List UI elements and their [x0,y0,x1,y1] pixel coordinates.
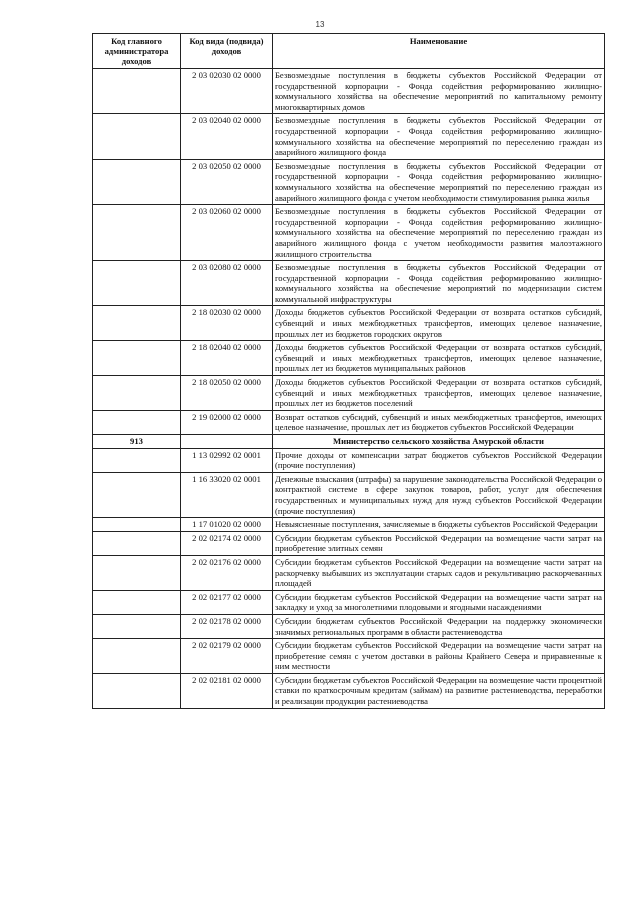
admin-code-cell [93,673,181,708]
admin-code-cell [93,114,181,159]
table-row [93,472,605,517]
admin-code-cell [93,205,181,261]
income-code-cell: 2 19 02000 02 0000 [181,410,273,434]
table-row [93,673,605,708]
table-row [93,376,605,411]
admin-code-cell [93,306,181,341]
table-row [93,159,605,204]
header-admin-code: Код главного администратора доходов [93,34,181,69]
income-name-cell: Субсидии бюджетам субъектов Российской Федерации на возмещение части затрат на раскорчевку выбывших из эксплуатации старых садов и рекультивацию раскорчеванных площадей [273,555,605,590]
income-name-cell: Субсидии бюджетам субъектов Российской Федерации на поддержку экономически значимых региональных программ в области растениеводства [273,614,605,638]
income-code-cell [181,435,273,449]
table-row [93,555,605,590]
income-name-cell: Безвозмездные поступления в бюджеты субъектов Российской Федерации от государственной корпорации - Фонда содействия реформированию жилищно-коммунального хозяйства на обеспечение мероприятий по переселению граждан из аварийного жилищного фонда [273,114,605,159]
admin-code-cell [93,69,181,114]
income-code-cell: 1 13 02992 02 0001 [181,448,273,472]
income-code-cell: 1 16 33020 02 0001 [181,472,273,517]
revenue-codes-table [92,33,605,709]
income-code-cell: 2 03 02030 02 0000 [181,69,273,114]
header-income-code: Код вида (подвида) доходов [181,34,273,69]
admin-code-cell [93,555,181,590]
income-name-cell: Невыясненные поступления, зачисляемые в бюджеты субъектов Российской Федерации [273,518,605,532]
income-name-cell: Доходы бюджетов субъектов Российской Федерации от возврата остатков субсидий, субвенций и иных межбюджетных трансфертов, имеющих целевое назначение, прошлых лет из бюджетов городских округов [273,306,605,341]
table-row [93,531,605,555]
income-name-cell: Субсидии бюджетам субъектов Российской Федерации на возмещение части затрат на приобретение элитных семян [273,531,605,555]
income-name-cell: Безвозмездные поступления в бюджеты субъектов Российской Федерации от государственной корпорации - Фонда содействия реформированию жилищно-коммунального хозяйства на обеспечение мероприятий по переселению граждан из аварийного жилищного фонда с учетом необходимости развития малоэтажного жилищного строительства [273,205,605,261]
admin-code-cell [93,376,181,411]
table-row [93,614,605,638]
income-code-cell: 2 18 02030 02 0000 [181,306,273,341]
admin-code-cell [93,614,181,638]
income-code-cell: 2 03 02060 02 0000 [181,205,273,261]
income-code-cell: 2 03 02050 02 0000 [181,159,273,204]
admin-code-cell [93,410,181,434]
income-code-cell: 2 18 02050 02 0000 [181,376,273,411]
income-code-cell: 2 02 02181 02 0000 [181,673,273,708]
table-row [93,261,605,306]
header-name: Наименование [273,34,605,69]
income-code-cell: 2 03 02040 02 0000 [181,114,273,159]
table-row [93,69,605,114]
income-name-cell: Субсидии бюджетам субъектов Российской Федерации на возмещение части затрат на закладку и уход за многолетними плодовыми и ягодными насаждениями [273,590,605,614]
admin-code-cell [93,590,181,614]
income-name-cell: Возврат остатков субсидий, субвенций и иных межбюджетных трансфертов, имеющих целевое назначение, прошлых лет из бюджетов субъектов Российской Федерации [273,410,605,434]
income-name-cell: Доходы бюджетов субъектов Российской Федерации от возврата остатков субсидий, субвенций и иных межбюджетных трансфертов, имеющих целевое назначение, прошлых лет из бюджетов муниципальных районов [273,341,605,376]
income-name-cell: Безвозмездные поступления в бюджеты субъектов Российской Федерации от государственной корпорации - Фонда содействия реформированию жилищно-коммунального хозяйства на обеспечение мероприятий по капитальному ремонту многоквартирных домов [273,69,605,114]
admin-row [93,435,605,449]
income-code-cell: 2 02 02179 02 0000 [181,639,273,674]
admin-code-cell: 913 [93,435,181,449]
income-code-cell: 2 02 02178 02 0000 [181,614,273,638]
income-code-cell: 2 02 02176 02 0000 [181,555,273,590]
admin-code-cell [93,639,181,674]
income-name-cell: Прочие доходы от компенсации затрат бюджетов субъектов Российской Федерации (прочие поступления) [273,448,605,472]
income-name-cell: Субсидии бюджетам субъектов Российской Федерации на возмещение части затрат на приобретение семян с учетом доставки в районы Крайнего Севера и приравненные к ним местности [273,639,605,674]
income-code-cell: 2 02 02177 02 0000 [181,590,273,614]
admin-code-cell [93,261,181,306]
income-name-cell: Безвозмездные поступления в бюджеты субъектов Российской Федерации от государственной корпорации - Фонда содействия реформированию жилищно-коммунального хозяйства на обеспечение мероприятий по модернизации систем коммунальной инфраструктуры [273,261,605,306]
admin-code-cell [93,159,181,204]
table-row [93,306,605,341]
income-name-cell: Безвозмездные поступления в бюджеты субъектов Российской Федерации от государственной корпорации - Фонда содействия реформированию жилищно-коммунального хозяйства на обеспечение мероприятий по переселению граждан из аварийного жилищного фонда с учетом необходимости стимулирования рынка жилья [273,159,605,204]
admin-code-cell [93,518,181,532]
income-code-cell: 2 02 02174 02 0000 [181,531,273,555]
income-code-cell: 2 03 02080 02 0000 [181,261,273,306]
admin-code-cell [93,341,181,376]
table-row [93,114,605,159]
admin-code-cell [93,531,181,555]
table-row [93,410,605,434]
table-row [93,448,605,472]
table-header-row [93,34,605,69]
income-name-cell: Доходы бюджетов субъектов Российской Федерации от возврата остатков субсидий, субвенций и иных межбюджетных трансфертов, имеющих целевое назначение, прошлых лет из бюджетов поселений [273,376,605,411]
table-row [93,639,605,674]
table-row [93,341,605,376]
income-code-cell: 1 17 01020 02 0000 [181,518,273,532]
page-number: 13 [315,20,325,29]
income-name-cell: Министерство сельского хозяйства Амурской области [273,435,605,449]
income-name-cell: Денежные взыскания (штрафы) за нарушение законодательства Российской Федерации о контрактной системе в сфере закупок товаров, работ, услуг для обеспечения государственных и муниципальных нужд для нужд субъектов Российской Федерации (прочие поступления) [273,472,605,517]
table-body [93,69,605,709]
income-code-cell: 2 18 02040 02 0000 [181,341,273,376]
table-row [93,590,605,614]
admin-code-cell [93,472,181,517]
table-row [93,205,605,261]
income-name-cell: Субсидии бюджетам субъектов Российской Федерации на возмещение части процентной ставки по краткосрочным кредитам (займам) на развитие растениеводства, переработки и реализации продукции растениеводства [273,673,605,708]
table-row [93,518,605,532]
admin-code-cell [93,448,181,472]
